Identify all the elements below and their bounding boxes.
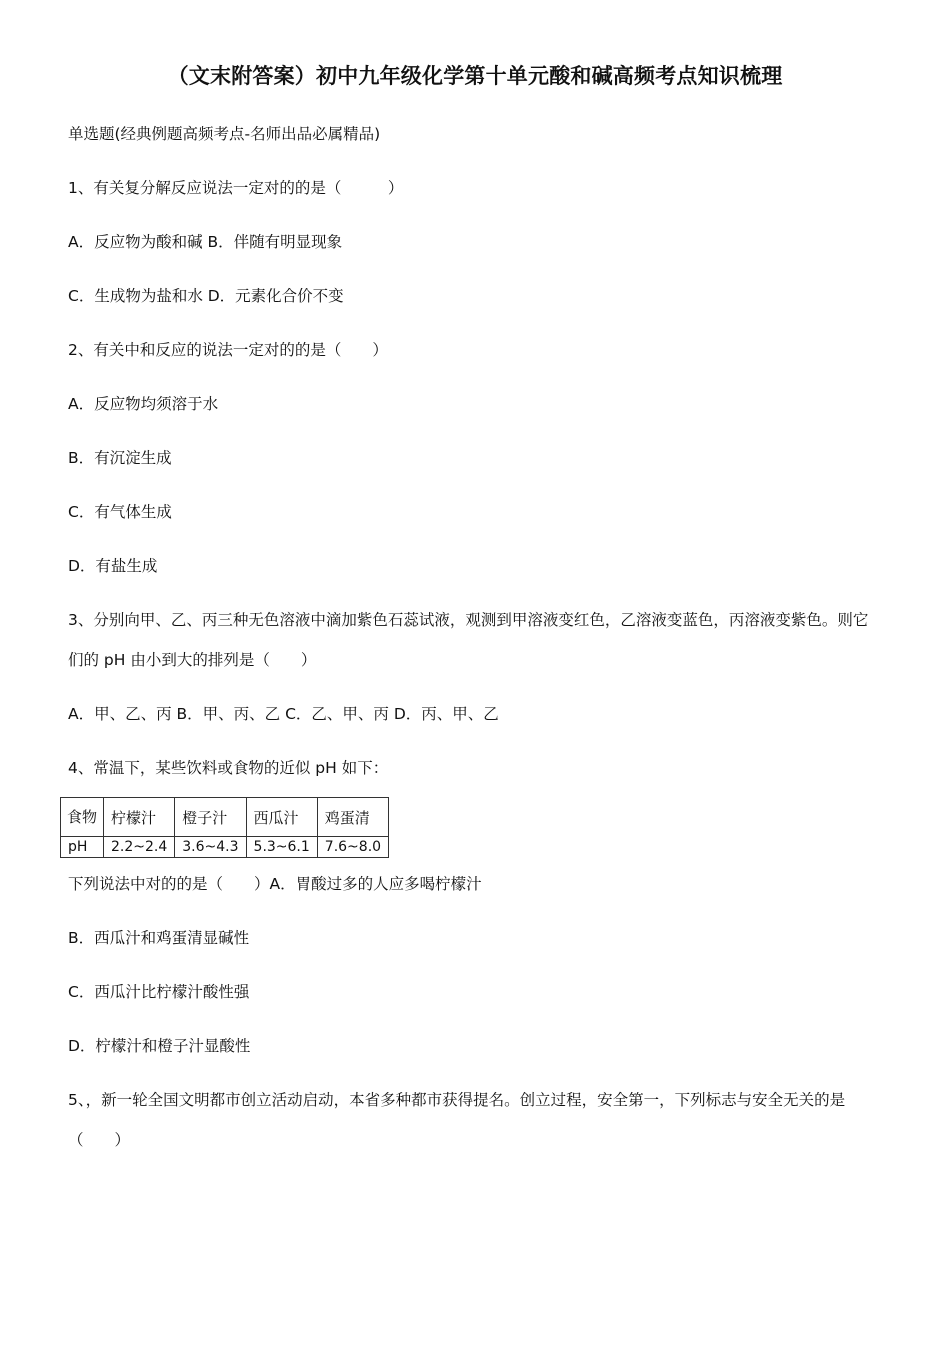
document-title: （文末附答案）初中九年级化学第十单元酸和碱高频考点知识梳理 [167, 64, 783, 88]
table-cell: 2.2~2.4 [104, 837, 175, 858]
table-cell-food-header: 食物 [61, 798, 104, 837]
q2-option-c: C．有气体生成 [68, 503, 172, 521]
q5-stem: 5、，新一轮全国文明都市创立活动启动，本省多种都市获得提名。创立过程，安全第一，下列标志与安全无关的是（ ） [68, 1091, 846, 1149]
q1-options-cd: C．生成物为盐和水 D．元素化合价不变 [68, 287, 344, 305]
q2-stem: 2、有关中和反应的说法一定对的的是（ ） [68, 341, 388, 359]
table-cell: 橙子汁 [175, 798, 246, 837]
q2-option-d: D．有盐生成 [68, 557, 158, 575]
q4-question-and-option-a: 下列说法中对的的是（ ）A．胃酸过多的人应多喝柠檬汁 [68, 875, 482, 893]
q3-stem: 3、分别向甲、乙、丙三种无色溶液中滴加紫色石蕊试液，观测到甲溶液变红色，乙溶液变蓝色，丙溶液变紫色。则它们的 pH 由小到大的排列是（ ） [68, 611, 869, 669]
q4-stem: 4、常温下，某些饮料或食物的近似 pH 如下： [68, 759, 389, 777]
section-heading: 单选题(经典例题高频考点-名师出品必属精品) [68, 125, 381, 143]
q4-option-c: C．西瓜汁比柠檬汁酸性强 [68, 983, 250, 1001]
q1-stem: 1、有关复分解反应说法一定对的的是（ ） [68, 179, 404, 197]
table-cell: 鸡蛋清 [317, 798, 388, 837]
q3-options: A．甲、乙、丙 B．甲、丙、乙 C．乙、甲、丙 D．丙、甲、乙 [68, 705, 499, 723]
ph-table [60, 797, 389, 858]
table-cell: 3.6~4.3 [175, 837, 246, 858]
q1-options-ab: A．反应物为酸和碱 B．伴随有明显现象 [68, 233, 343, 251]
table-row [61, 798, 389, 837]
table-cell: 西瓜汁 [246, 798, 317, 837]
table-cell: 7.6~8.0 [317, 837, 388, 858]
table-row [61, 837, 389, 858]
table-cell: 柠檬汁 [104, 798, 175, 837]
q4-option-d: D．柠檬汁和橙子汁显酸性 [68, 1037, 251, 1055]
q4-option-b: B．西瓜汁和鸡蛋清显碱性 [68, 929, 250, 947]
q2-option-b: B．有沉淀生成 [68, 449, 172, 467]
q2-option-a: A．反应物均须溶于水 [68, 395, 219, 413]
table-cell: 5.3~6.1 [246, 837, 317, 858]
table-cell-ph-header: pH [61, 837, 104, 858]
